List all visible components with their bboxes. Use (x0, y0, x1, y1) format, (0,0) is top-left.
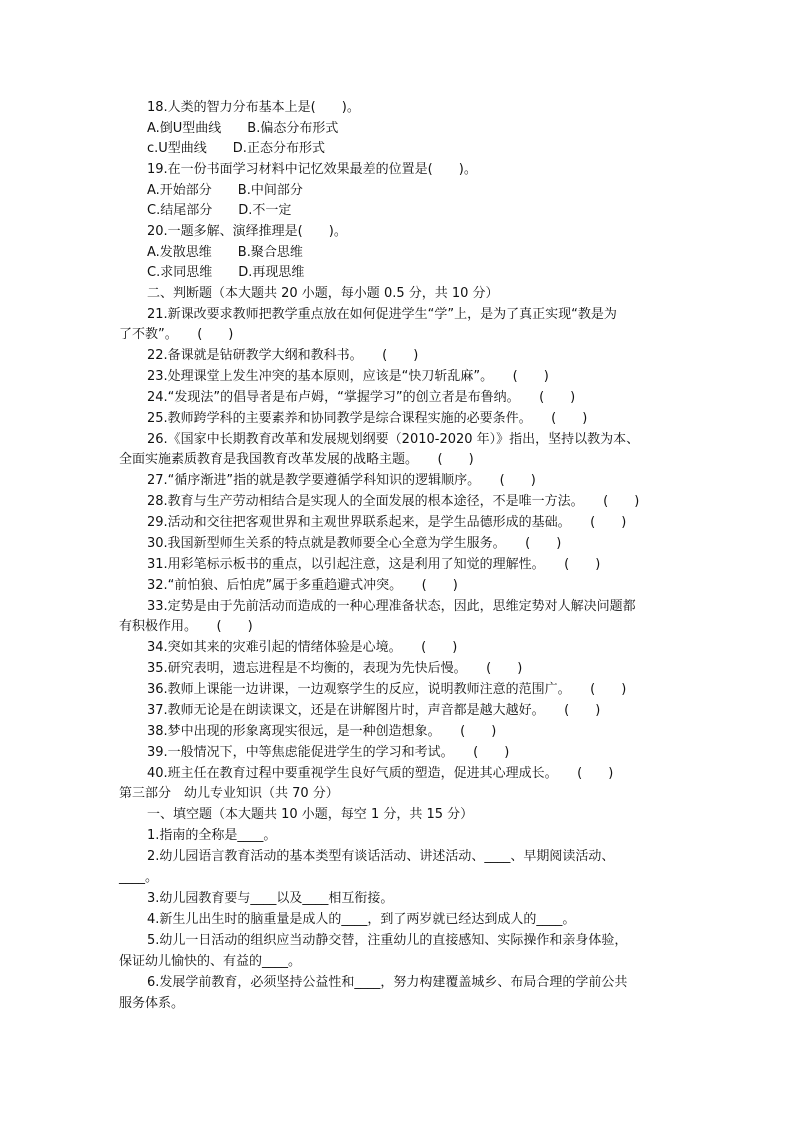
section-heading-judgement: 二、判断题（本大题共 20 小题，每小题 0.5 分，共 10 分） (147, 286, 499, 301)
question-24: 24.“发现法”的倡导者是布卢姆，“掌握学习”的创立者是布鲁纳。 ( ) (147, 390, 576, 405)
question-31: 31.用彩笔标示板书的重点，以引起注意，这是利用了知觉的理解性。 ( ) (147, 557, 601, 572)
fill-question-2-cont: ____。 (119, 870, 159, 885)
question-26: 26.《国家中长期教育改革和发展规划纲要（2010-2020 年）》指出，坚持以教为本、 (147, 432, 640, 447)
q18-options-ab: A.倒U型曲线 B.偏态分布形式 (147, 121, 339, 136)
fill-question-5-cont: 保证幼儿愉快的、有益的____。 (119, 954, 302, 969)
question-36: 36.教师上课能一边讲课，一边观察学生的反应，说明教师注意的范围广。 ( ) (147, 682, 627, 697)
question-20: 20.一题多解、演绎推理是( )。 (147, 224, 347, 239)
question-33-cont: 有积极作用。 ( ) (119, 619, 253, 634)
q19-options-ab: A.开始部分 B.中间部分 (147, 183, 303, 198)
question-40: 40.班主任在教育过程中要重视学生良好气质的塑造，促进其心理成长。 ( ) (147, 766, 614, 781)
question-18: 18.人类的智力分布基本上是( )。 (147, 100, 360, 115)
question-33: 33.定势是由于先前活动而造成的一种心理准备状态，因此，思维定势对人解决问题都 (147, 599, 636, 614)
fill-question-6-cont: 服务体系。 (119, 996, 185, 1011)
question-22: 22.备课就是钻研教学大纲和教科书。 ( ) (147, 348, 419, 363)
question-23: 23.处理课堂上发生冲突的基本原则，应该是“快刀斩乱麻”。 ( ) (147, 369, 549, 384)
question-25: 25.教师跨学科的主要素养和协同教学是综合课程实施的必要条件。 ( ) (147, 411, 588, 426)
question-21-cont: 了不教”。 ( ) (119, 327, 234, 342)
question-30: 30.我国新型师生关系的特点就是教师要全心全意为学生服务。 ( ) (147, 536, 562, 551)
question-21: 21.新课改要求教师把教学重点放在如何促进学生“学”上，是为了真正实现“教是为 (147, 307, 617, 322)
fill-question-1: 1.指南的全称是____。 (147, 828, 277, 843)
question-28: 28.教育与生产劳动相结合是实现人的全面发展的根本途径，不是唯一方法。 ( ) (147, 494, 640, 509)
q20-options-cd: C.求同思维 D.再现思维 (147, 265, 305, 280)
question-27: 27.“循序渐进”指的就是教学要遵循学科知识的逻辑顺序。 ( ) (147, 473, 536, 488)
question-19: 19.在一份书面学习材料中记忆效果最差的位置是( )。 (147, 162, 477, 177)
question-39: 39.一般情况下，中等焦虑能促进学生的学习和考试。 ( ) (147, 745, 510, 760)
question-34: 34.突如其来的灾难引起的情绪体验是心境。 ( ) (147, 640, 458, 655)
question-29: 29.活动和交往把客观世界和主观世界联系起来，是学生品德形成的基础。 ( ) (147, 515, 627, 530)
fill-question-5: 5.幼儿一日活动的组织应当动静交替，注重幼儿的直接感知、实际操作和亲身体验， (147, 933, 628, 948)
fill-question-2: 2.幼儿园语言教育活动的基本类型有谈话活动、讲述活动、____、早期阅读活动、 (147, 849, 615, 864)
question-37: 37.教师无论是在朗读课文，还是在讲解图片时，声音都是越大越好。 ( ) (147, 703, 601, 718)
fill-question-3: 3.幼儿园教育要与____以及____相互衔接。 (147, 891, 394, 906)
q19-options-cd: C.结尾部分 D.不一定 (147, 203, 292, 218)
q20-options-ab: A.发散思维 B.聚合思维 (147, 245, 303, 260)
q18-options-cd: c.U型曲线 D.正态分布形式 (147, 141, 325, 156)
section-heading-fill-in: 一、填空题（本大题共 10 小题，每空 1 分，共 15 分） (147, 807, 474, 822)
question-26-cont: 全面实施素质教育是我国教育改革发展的战略主题。 ( ) (119, 452, 474, 467)
part-three-heading: 第三部分 幼儿专业知识（共 70 分） (119, 786, 339, 801)
question-32: 32.“前怕狼、后怕虎”属于多重趋避式冲突。 ( ) (147, 578, 458, 593)
question-35: 35.研究表明，遗忘进程是不均衡的，表现为先快后慢。 ( ) (147, 661, 523, 676)
question-38: 38.梦中出现的形象离现实很远，是一种创造想象。 ( ) (147, 724, 497, 739)
fill-question-6: 6.发展学前教育，必须坚持公益性和____，努力构建覆盖城乡、布局合理的学前公共 (147, 975, 628, 990)
fill-question-4: 4.新生儿出生时的脑重量是成人的____，到了两岁就已经达到成人的____。 (147, 912, 576, 927)
